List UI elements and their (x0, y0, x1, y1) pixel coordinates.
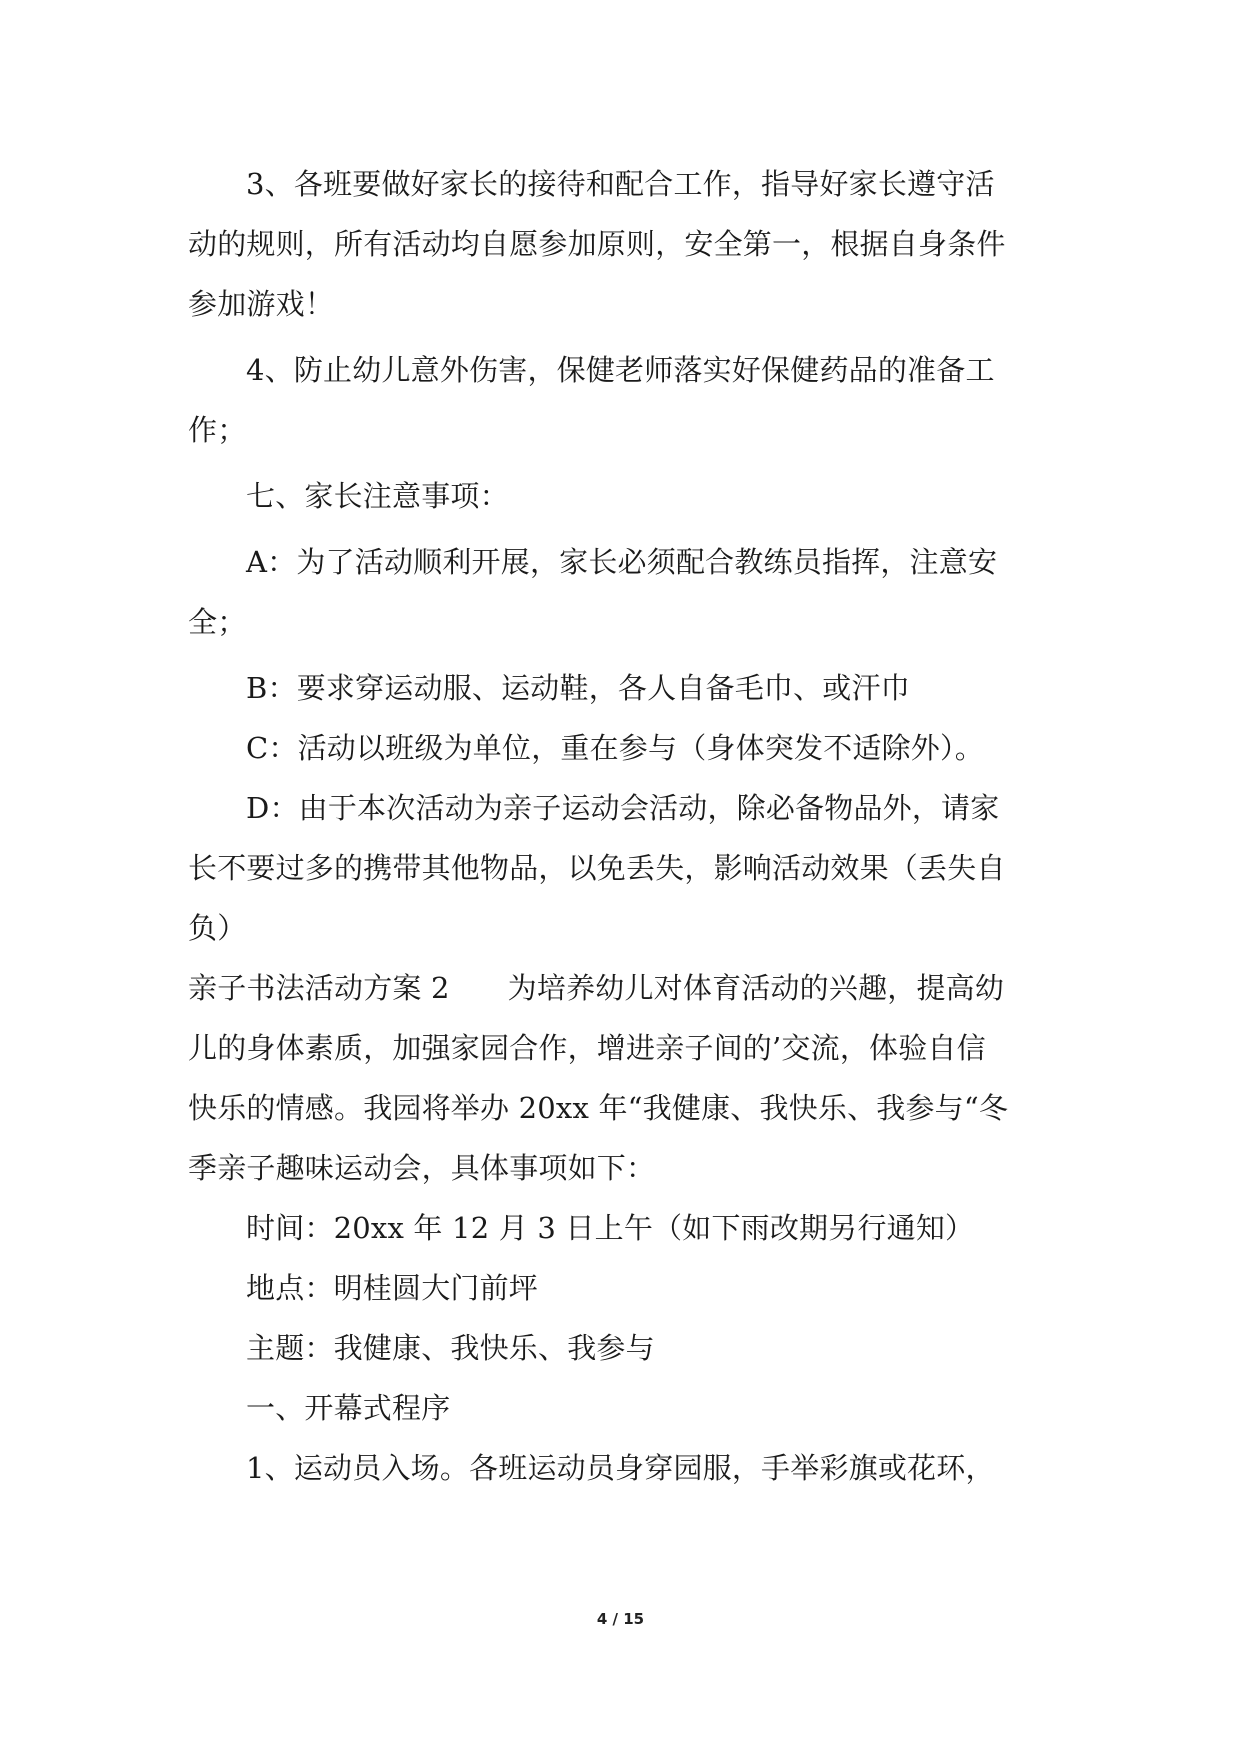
section-title: 亲子书法活动方案 2 (188, 971, 450, 1005)
paragraph-line: D：由于本次活动为亲子运动会活动，除必备物品外，请家 (246, 791, 1000, 825)
section-heading: 一、开幕式程序 (246, 1391, 451, 1425)
document-body (188, 154, 1050, 1498)
paragraph-line: 主题：我健康、我快乐、我参与 (246, 1331, 655, 1365)
paragraph-line: 4、防止幼儿意外伤害，保健老师落实好保健药品的准备工 (246, 353, 995, 387)
paragraph-line: 负） (188, 911, 247, 945)
section-title-line (188, 958, 1050, 1018)
paragraph-line: 1、运动员入场。各班运动员身穿园服，手举彩旗或花环， (246, 1451, 995, 1485)
paragraph-line: 儿的身体素质，加强家园合作，增进亲子间的’交流，体验自信 (188, 1031, 986, 1065)
paragraph-line: 3、各班要做好家长的接待和配合工作，指导好家长遵守活 (246, 167, 995, 201)
paragraph-line: C：活动以班级为单位，重在参与（身体突发不适除外）。 (246, 731, 984, 765)
paragraph-line: 地点：明桂圆大门前坪 (246, 1271, 539, 1305)
paragraph-line: 动的规则，所有活动均自愿参加原则，安全第一，根据自身条件 (188, 227, 1006, 261)
paragraph-line: 参加游戏！ (188, 287, 335, 321)
paragraph-line: 快乐的情感。我园将举办 20xx 年“我健康、我快乐、我参与“冬 (188, 1091, 1009, 1125)
section-heading: 七、家长注意事项： (246, 479, 509, 513)
paragraph-line-text: 为培养幼儿对体育活动的兴趣，提高幼 (507, 971, 1005, 1005)
paragraph-line: 全； (188, 605, 247, 639)
paragraph-line: 作； (188, 413, 247, 447)
paragraph-line: B：要求穿运动服、运动鞋，各人自备毛巾、或汗巾 (246, 671, 910, 705)
page-number: 4 / 15 (596, 1610, 645, 1628)
paragraph-line: 季亲子趣味运动会，具体事项如下： (188, 1151, 656, 1185)
paragraph-line: 长不要过多的携带其他物品，以免丢失，影响活动效果（丢失自 (188, 851, 1006, 885)
paragraph-line: A：为了活动顺利开展，家长必须配合教练员指挥，注意安 (246, 545, 998, 579)
paragraph-line: 时间：20xx 年 12 月 3 日上午（如下雨改期另行通知） (246, 1211, 975, 1245)
